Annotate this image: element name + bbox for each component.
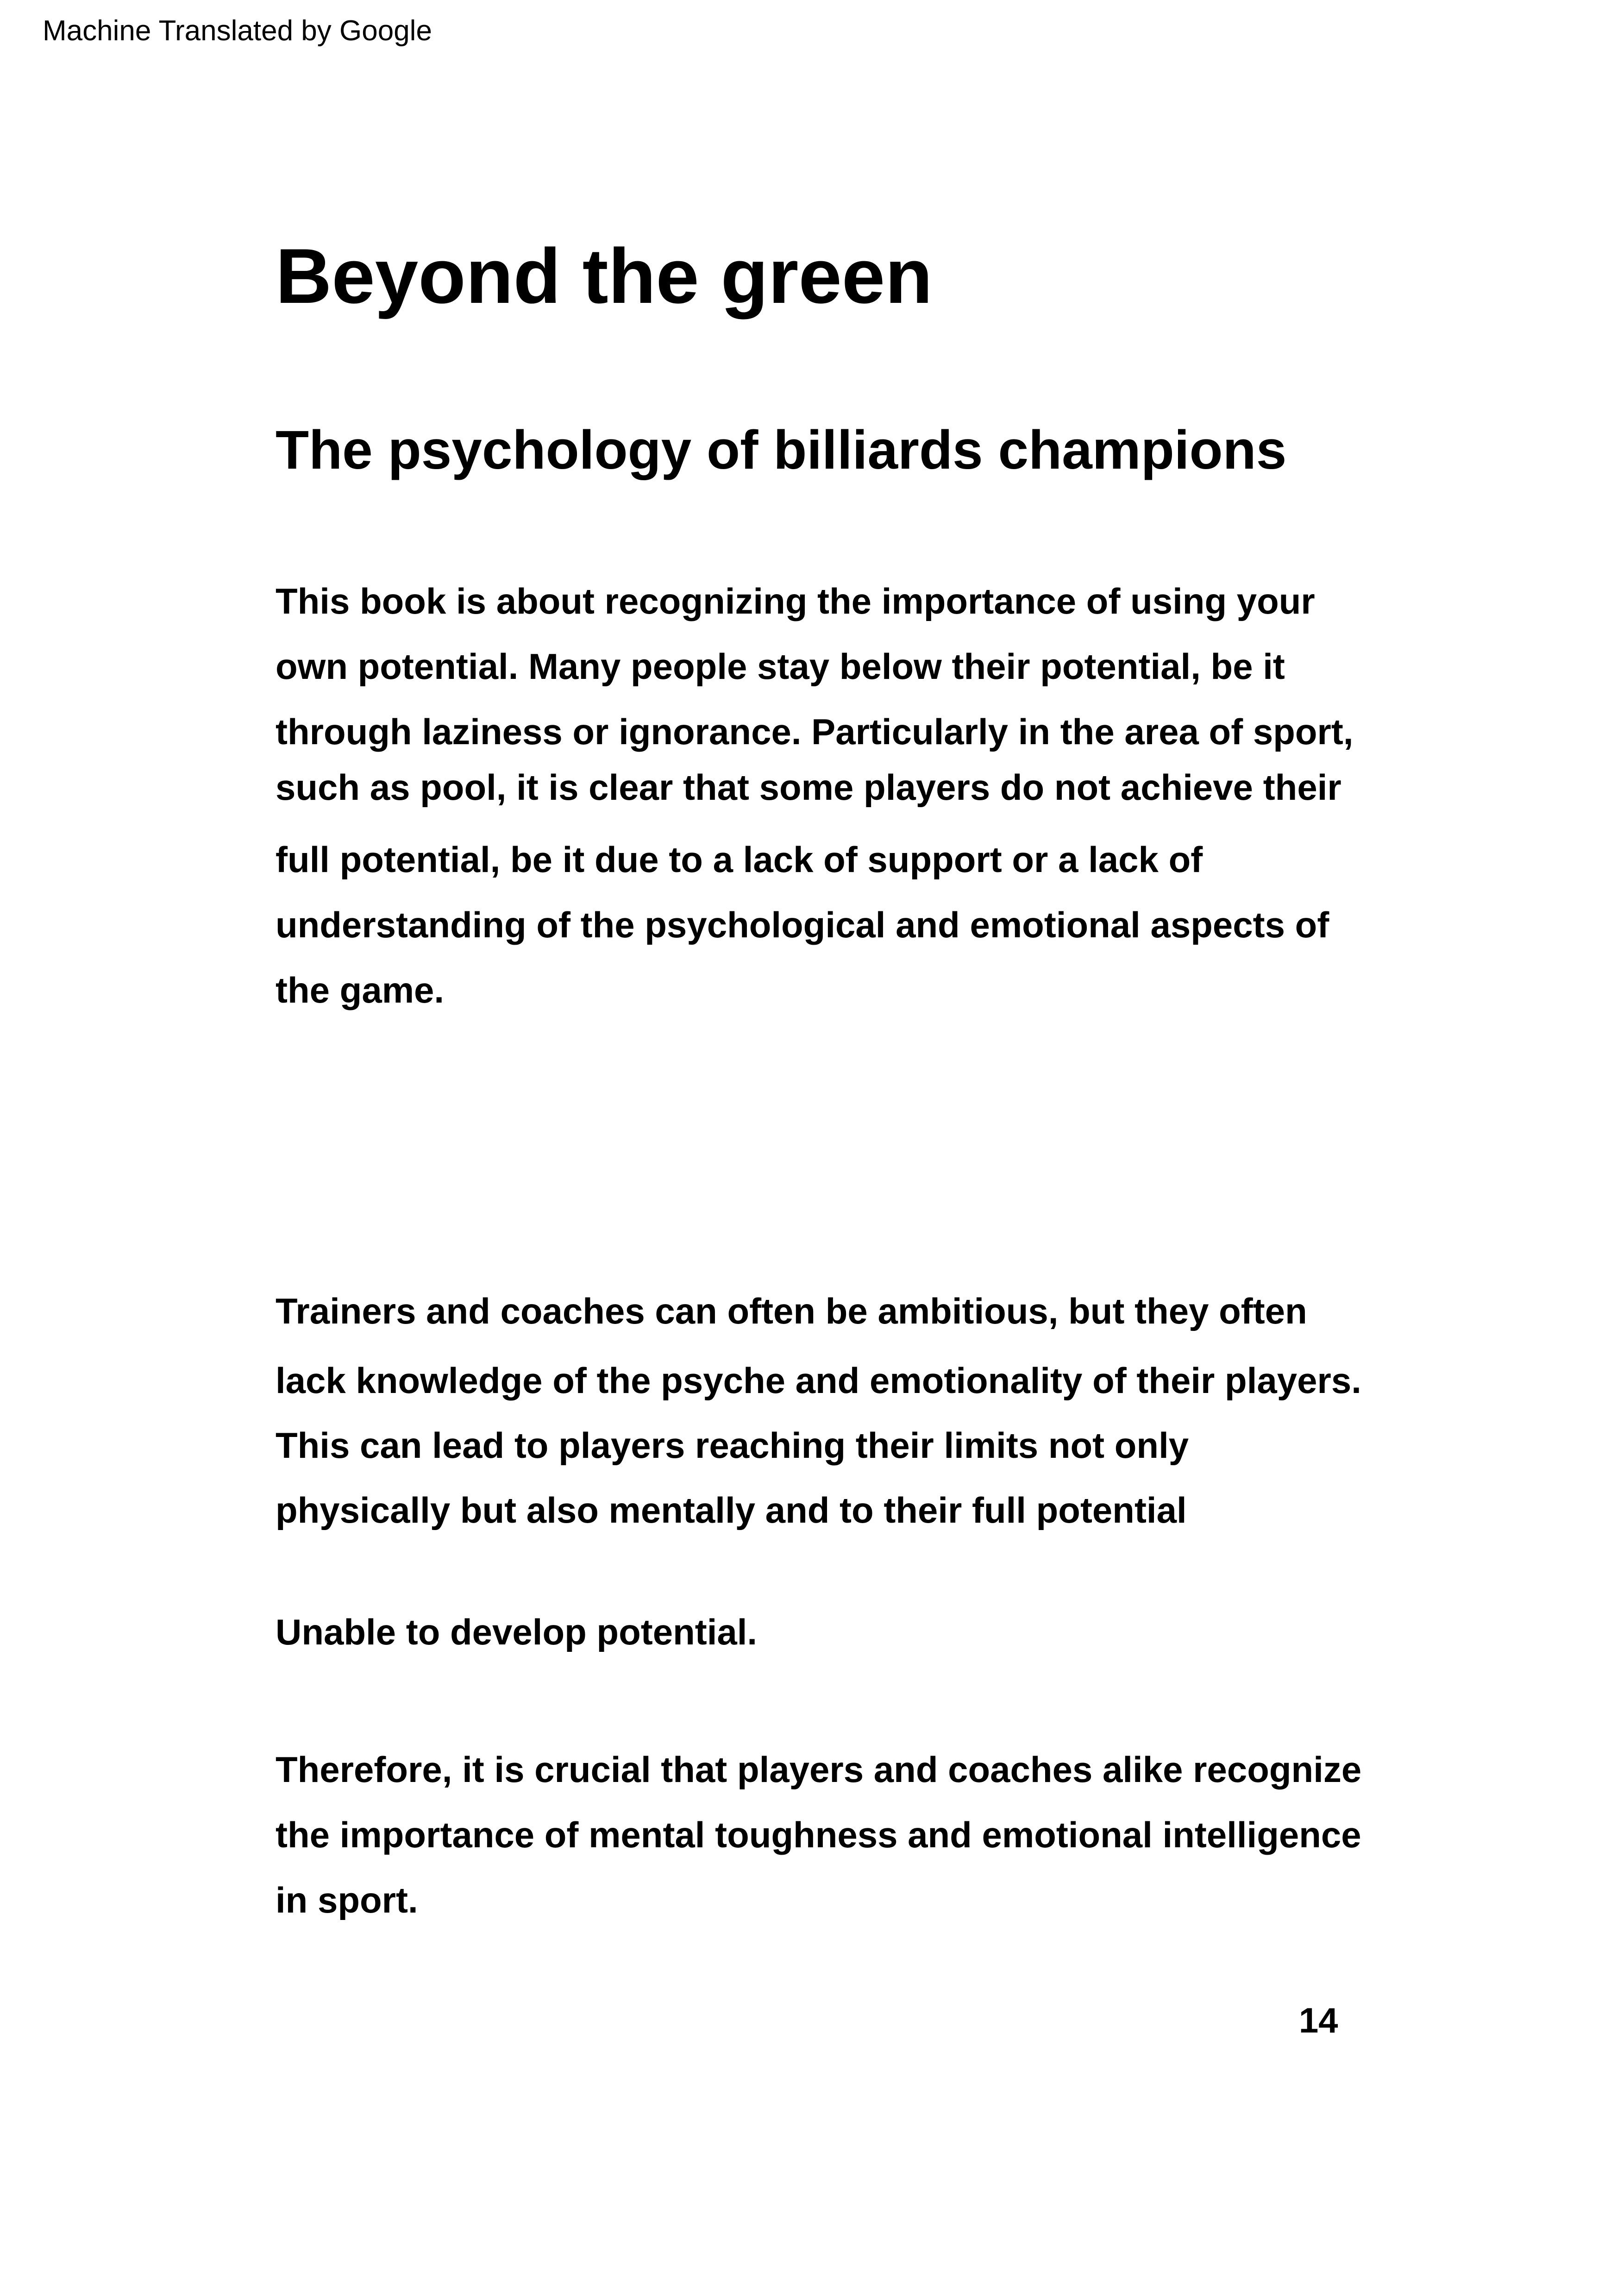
- text-line: understanding of the psychological and emotional aspects of: [276, 904, 1329, 945]
- text-line: full potential, be it due to a lack of support or a lack of: [276, 839, 1203, 880]
- book-title: Beyond the green: [276, 232, 933, 320]
- machine-translation-banner: Machine Translated by Google: [43, 15, 432, 47]
- text-line: Therefore, it is crucial that players and coaches alike recognize: [276, 1749, 1362, 1790]
- text-line: the importance of mental toughness and emotional intelligence: [276, 1814, 1361, 1855]
- text-line: such as pool, it is clear that some players do not achieve their: [276, 767, 1341, 808]
- text-line: lack knowledge of the psyche and emotionality of their players.: [276, 1360, 1361, 1401]
- book-subtitle: The psychology of billiards champions: [276, 420, 1287, 481]
- text-line: in sport.: [276, 1880, 418, 1920]
- text-line: physically but also mentally and to their full potential: [276, 1490, 1187, 1531]
- text-line: own potential. Many people stay below their potential, be it: [276, 646, 1285, 687]
- text-line: This book is about recognizing the importance of using your: [276, 581, 1315, 621]
- page-number: 14: [1299, 2001, 1338, 2040]
- text-line: This can lead to players reaching their limits not only: [276, 1425, 1189, 1466]
- text-line: the game.: [276, 970, 445, 1010]
- text-line: Unable to develop potential.: [276, 1612, 758, 1652]
- text-line: Trainers and coaches can often be ambitious, but they often: [276, 1291, 1307, 1331]
- text-line: through laziness or ignorance. Particularly in the area of sport,: [276, 711, 1354, 752]
